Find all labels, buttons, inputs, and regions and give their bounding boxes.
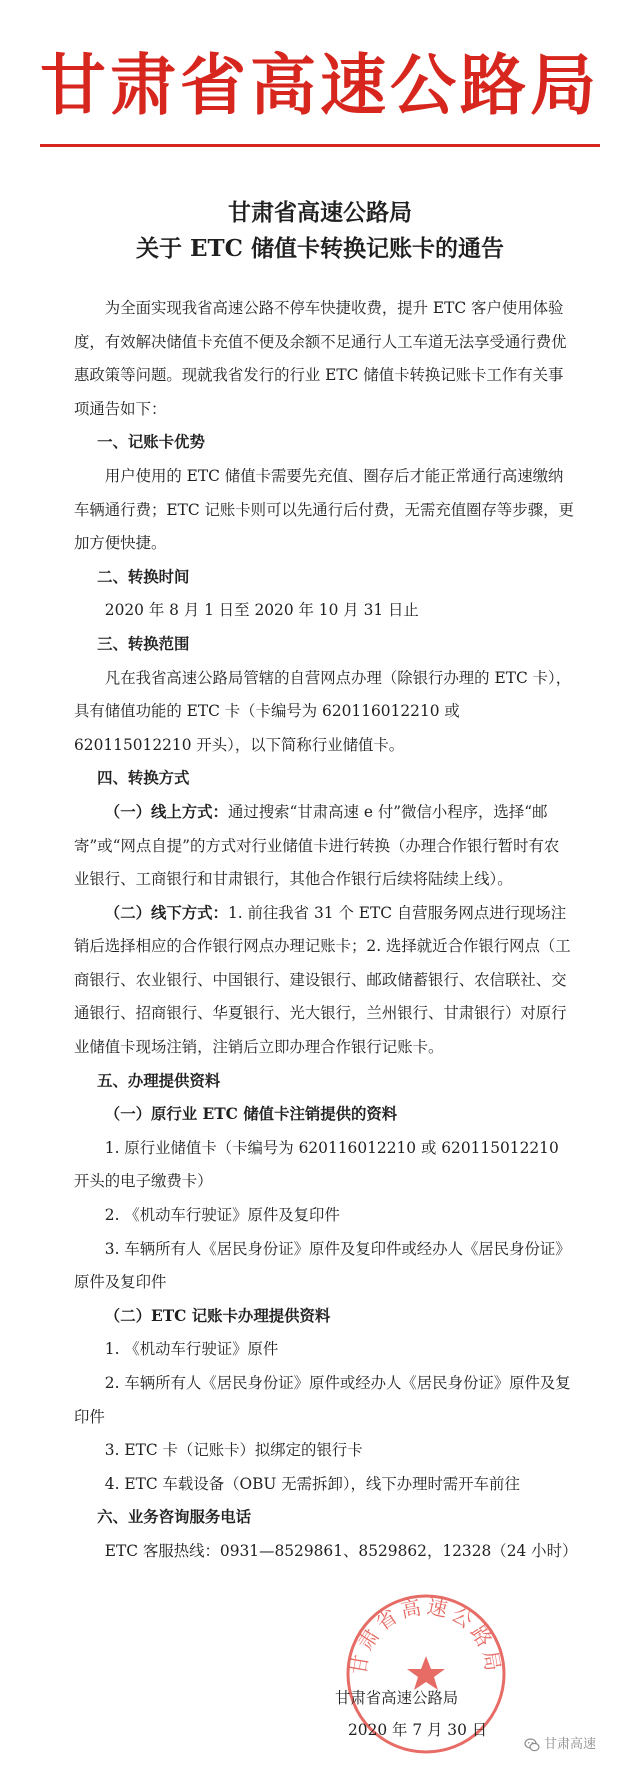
method-offline-paragraph [74,897,574,1065]
watermark [524,1735,596,1755]
method-online-body: 通过搜索“甘肃高速 e 付”微信小程序，选择“邮寄”或“网点自提”的方式对行业储值卡进行转换（办理合作银行暂时有农业银行、工商银行和甘肃银行，其他合作银行后续将陆续上线）。 [74,802,560,889]
section-heading-hotline: 六、业务咨询服务电话 [97,1508,252,1527]
section-heading-time: 二、转换时间 [97,567,190,586]
section-body-hotline: ETC 客服热线：0931—8529861、8529862，12328（24 小时） [104,1541,578,1560]
method-online-lead: （一）线上方式： [104,802,228,821]
section-heading-advantages: 一、记账卡优势 [97,433,205,452]
method-offline-lead: （二）线下方式： [104,903,228,922]
document-title-line-2: 关于 ETC 储值卡转换记账卡的通告 [136,235,504,262]
document-body [74,292,578,1569]
document-title-line-1: 甘肃省高速公路局 [228,199,412,226]
materials-item: 2. 车辆所有人《居民身份证》原件或经办人《居民身份证》原件及复印件 [74,1374,571,1426]
materials-item: 1. 原行业储值卡（卡编号为 620116012210 或 620115012210 开头的电子缴费卡） [74,1138,559,1191]
section-body-scope: 凡在我省高速公路局管辖的自营网点办理（除银行办理的 ETC 卡），具有储值功能的 ETC 卡（卡编号为 620116012210 或 620115012210 开头），以下简称行业储值卡。 [74,668,572,754]
intro-paragraph: 为全面实现我省高速公路不停车快捷收费，提升 ETC 客户使用体验度，有效解决储值卡充值不便及余额不足通行人工车道无法享受通行费优惠政策等问题。现就我省发行的行业 ETC 储值卡转换记账卡工作有关事项通告如下： [74,299,567,418]
wechat-icon [524,1737,540,1753]
signature-date: 2020 年 7 月 30 日 [348,1721,488,1739]
signature-org: 甘肃省高速公路局 [335,1689,459,1707]
section-body-advantages: 用户使用的 ETC 储值卡需要先充值、圈存后才能正常通行高速缴纳车辆通行费；ETC 记账卡则可以先通行后付费，无需充值圈存等步骤，更加方便快捷。 [74,466,574,553]
section-heading-scope: 三、转换范围 [97,634,190,653]
masthead: 甘肃省高速公路局 [40,46,600,124]
materials-item: 3. 车辆所有人《居民身份证》原件及复印件或经办人《居民身份证》原件及复印件 [74,1239,571,1292]
section-heading-method: 四、转换方式 [97,769,190,788]
materials-item: 4. ETC 车载设备（OBU 无需拆卸），线下办理时需开车前往 [104,1474,520,1493]
materials-item: 3. ETC 卡（记账卡）拟绑定的银行卡 [104,1441,363,1460]
red-divider [40,144,600,147]
section-heading-materials: 五、办理提供资料 [97,1071,221,1090]
materials-item: 2. 《机动车行驶证》原件及复印件 [104,1206,340,1225]
section-body-time: 2020 年 8 月 1 日至 2020 年 10 月 31 日止 [104,601,419,620]
seal-text: 甘肃省高速公路局 [346,1594,506,1677]
materials-subheading-1: （一）原行业 ETC 储值卡注销提供的资料 [104,1105,398,1124]
method-offline-body: 1. 前往我省 31 个 ETC 自营服务网点进行现场注销后选择相应的合作银行网点办理记账卡；2. 选择就近合作银行网点（工商银行、农业银行、中国银行、建设银行、邮政储蓄银行、农信联社、交通银行、招商银行、华夏银行、光大银行，兰州银行、甘肃银行）对原行业储值卡现场注销，注销后立即办理合作银行记账卡。 [74,903,571,1057]
materials-item: 1. 《机动车行驶证》原件 [104,1340,279,1359]
seal-star-icon [407,1656,445,1690]
watermark-text: 甘肃高速 [544,1737,597,1752]
materials-subheading-2: （二）ETC 记账卡办理提供资料 [104,1306,331,1325]
method-online-paragraph [74,796,574,897]
